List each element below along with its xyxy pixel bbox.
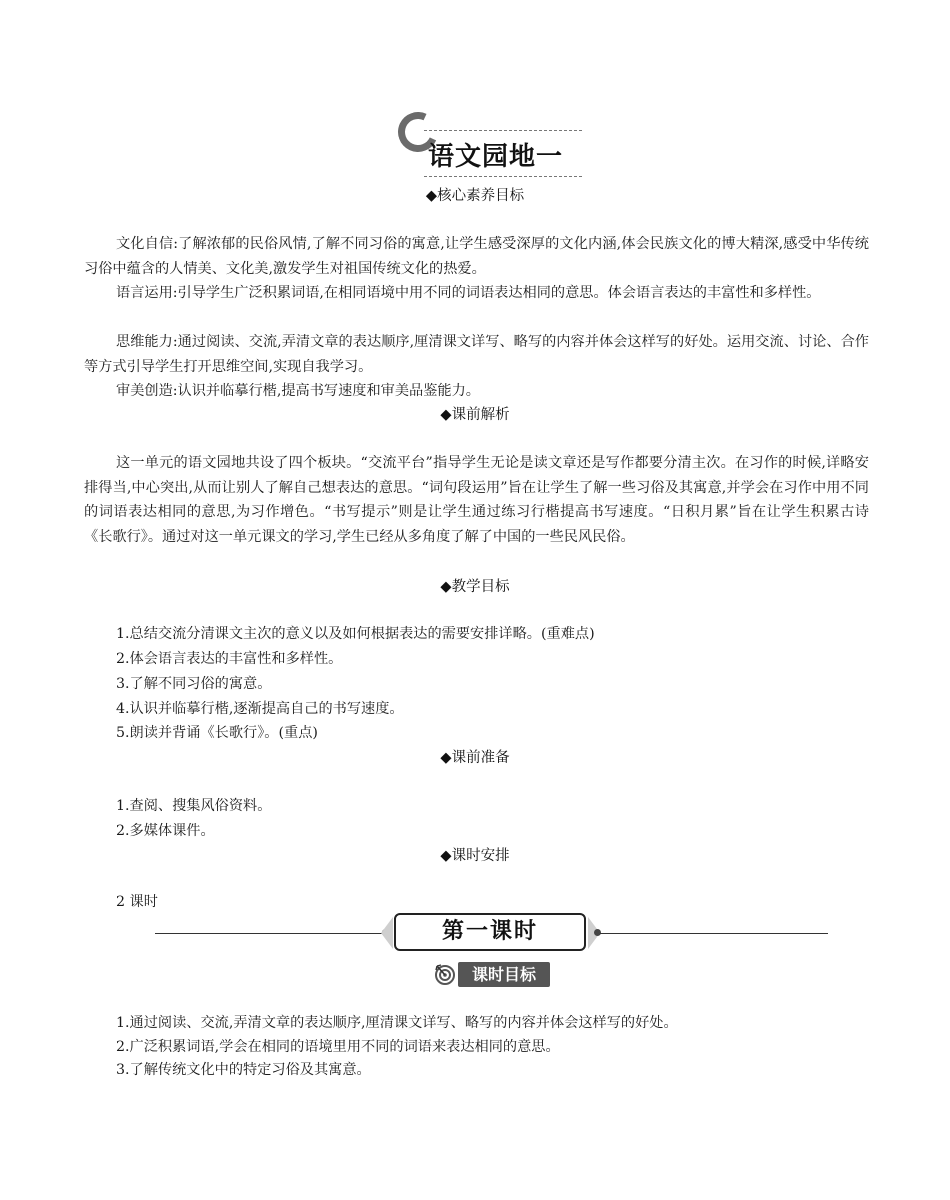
schedule-text: 2 课时 [116,894,158,910]
core-paragraph: 审美创造:认识并临摹行楷,提高书写速度和审美品鉴能力。 [116,383,480,399]
target-icon [434,963,456,985]
banner-wing-left [381,917,393,949]
banner-rule-right [600,933,828,934]
analysis-paragraph: 这一单元的语文园地共设了四个板块。“交流平台”指导学生无论是读文章还是写作都要分清主次。在习作的时候,详略安排得当,中心突出,从而让别人了解自己想表达的意思。“词句段运用”旨在让学生了解一些习俗及其寓意,并学会在习作中用不同的词语表达相同的意思,为习作增色。“书写提示”则是让学生通过练习行楷提高书写速度。“日积月累”旨在让学生积累古诗《长歌行》。通过对这一单元课文的学习,学生已经从多角度了解了中国的一些民风民俗。 [84,455,869,545]
lesson-goal-item: 1.通过阅读、交流,弄清文章的表达顺序,厘清课文详写、略写的内容并体会这样写的好处。 [116,1015,678,1031]
core-paragraph: 语言运用:引导学生广泛积累词语,在相同语境中用不同的词语表达相同的意思。体会语言表达的丰富性和多样性。 [116,285,821,301]
title-block [398,112,588,182]
section-heading-goals: ◆教学目标 [440,579,510,595]
title-dash-line [424,130,582,131]
page-title: 语文园地一 [428,142,564,172]
prep-item: 1.查阅、搜集风俗资料。 [116,798,272,814]
section-heading-schedule: ◆课时安排 [440,848,510,864]
core-paragraph: 思维能力:通过阅读、交流,弄清文章的表达顺序,厘清课文详写、略写的内容并体会这样写的好处。运用交流、讨论、合作等方式引导学生打开思维空间,实现自我学习。 [84,334,869,375]
lesson-goal-item: 3.了解传统文化中的特定习俗及其寓意。 [116,1062,371,1078]
section-heading-prep: ◆课前准备 [440,750,510,766]
lesson-goal-item: 2.广泛积累词语,学会在相同的语境里用不同的词语来表达相同的意思。 [116,1039,560,1055]
teaching-goal-item: 4.认识并临摹行楷,逐渐提高自己的书写速度。 [116,701,404,717]
banner-rule-left [155,933,385,934]
teaching-goal-item: 5.朗读并背诵《长歌行》。(重点) [116,725,318,741]
title-dash-line [424,176,582,177]
teaching-goal-item: 2.体会语言表达的丰富性和多样性。 [116,651,343,667]
lesson-title-banner: 第一课时 [394,913,586,951]
section-heading-analysis: ◆课前解析 [440,407,510,423]
lesson-goal-label: 课时目标 [458,962,550,987]
teaching-goal-item: 1.总结交流分清课文主次的意义以及如何根据表达的需要安排详略。(重难点) [116,626,595,642]
teaching-goal-item: 3.了解不同习俗的寓意。 [116,676,272,692]
lesson-goal-badge [434,962,550,987]
core-paragraph: 文化自信:了解浓郁的民俗风情,了解不同习俗的寓意,让学生感受深厚的文化内涵,体会民族文化的博大精深,感受中华传统习俗中蕴含的人情美、文化美,激发学生对祖国传统文化的热爱。 [84,236,869,277]
prep-item: 2.多媒体课件。 [116,823,215,839]
section-heading-core: ◆核心素养目标 [425,188,525,204]
